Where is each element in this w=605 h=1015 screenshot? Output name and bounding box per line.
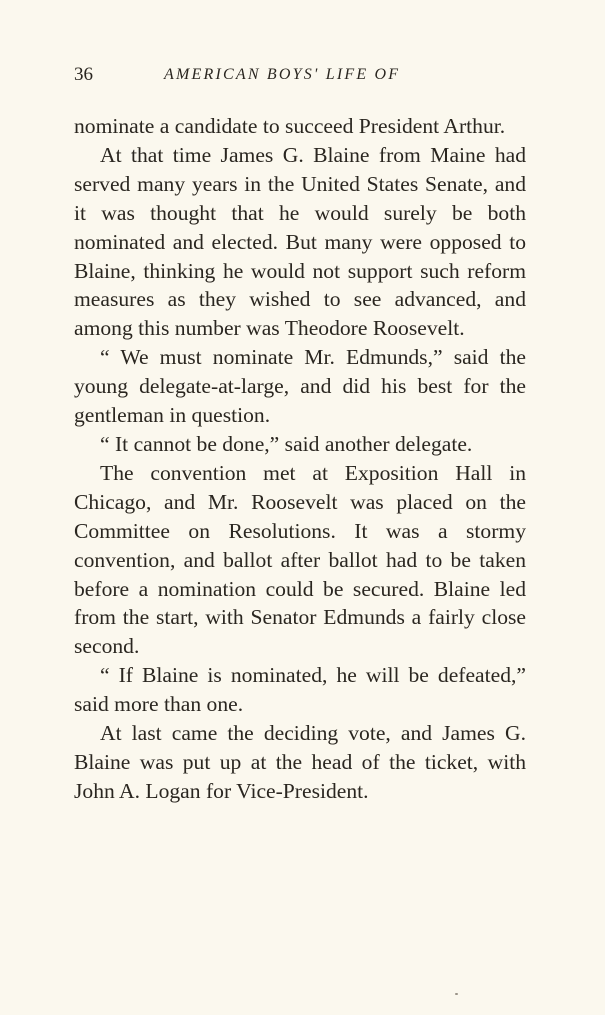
paragraph: At that time James G. Blaine from Maine had served many years in the United States Senate, and it was thought that he would surely be both nominated and elected. But many were opposed to Blaine, thinking he would not support such reform measures as they wished to see advanced, and among this number was Theodore Roosevelt. [74, 142, 526, 341]
page-header [74, 64, 534, 88]
paragraph: At last came the deciding vote, and James G. Blaine was put up at the head of the ticket, with John A. Logan for Vice-President. [74, 721, 526, 803]
body-text [74, 112, 526, 806]
running-head: AMERICAN BOYS' LIFE OF [164, 66, 401, 83]
page-number: 36 [74, 64, 93, 85]
paragraph: “ If Blaine is nominated, he will be defeated,” said more than one. [74, 663, 526, 717]
paper-speck [455, 993, 458, 995]
paragraph-continuation: nominate a candidate to succeed President Arthur. [74, 114, 506, 138]
paragraph: “ We must nominate Mr. Edmunds,” said the young delegate-at-large, and did his best for the gentleman in question. [74, 345, 526, 428]
paragraph: “ It cannot be done,” said another delegate. [100, 431, 473, 456]
paragraph: The convention met at Exposition Hall in Chicago, and Mr. Roosevelt was placed on the Committee on Resolutions. It was a stormy convention, and ballot after ballot had to be taken before a nomination could be secured. Blaine led from the start, with Senator Edmunds a fairly close second. [74, 460, 526, 659]
